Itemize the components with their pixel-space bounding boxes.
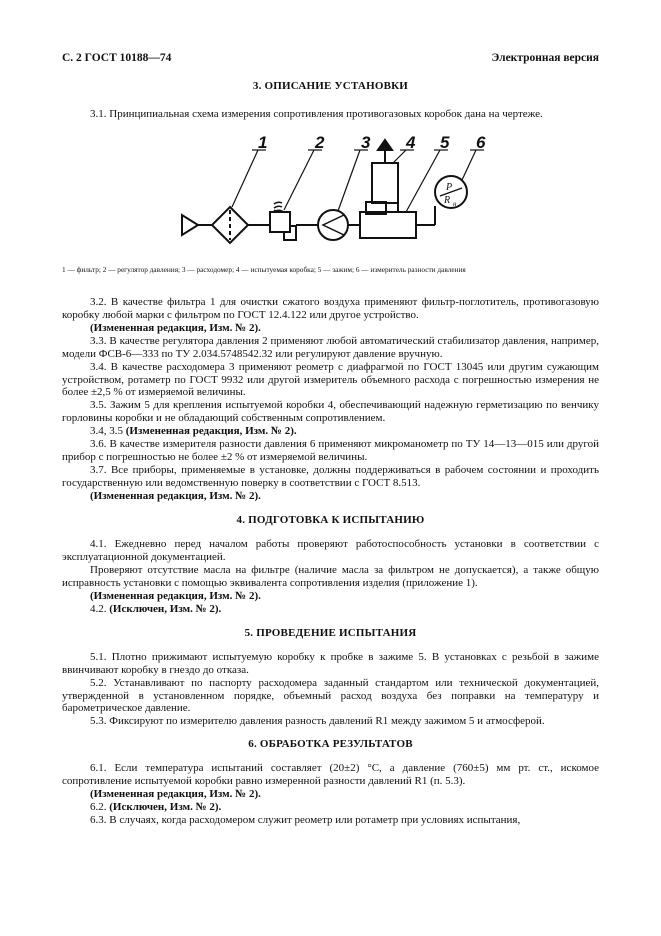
diagram-label-4: 4 (406, 133, 416, 152)
section-3-title: 3. ОПИСАНИЕ УСТАНОВКИ (252, 80, 409, 92)
clamp-symbol (360, 212, 416, 238)
page-header (62, 52, 599, 68)
diagram-label-5: 5 (440, 133, 450, 152)
paragraph-3-2: 3.2. В качестве фильтра 1 для очистки сжатого воздуха применяют фильтр-поглотитель, противогазовую коробку любой марки с фильтром по ГОСТ 12.4.122 или другое устройство. (62, 296, 599, 321)
gauge-text-r: R (444, 195, 451, 206)
paragraph-6-3: 6.3. В случаях, когда расходомером служит реометр или ротаметр при условиях испытания, (90, 814, 521, 826)
measurement-schematic (160, 128, 520, 260)
amendment-note-3-4-3-5 (62, 425, 599, 438)
paragraph-3-5: 3.5. Зажим 5 для крепления испытуемой коробки 4, обеспечивающий надежную герметизацию по венчику горловины коробки и не обладающий собственным сопротивлением. (62, 399, 599, 424)
header-version: Электронная версия (491, 52, 599, 64)
paragraph-5-1: 5.1. Плотно прижимают испытуемую коробку к пробке в зажиме 5. В установках с резьбой в зажиме ввинчивают коробку в гнездо до отказа. (62, 651, 599, 676)
diagram-label-3: 3 (361, 133, 371, 152)
section-5-title: 5. ПРОВЕДЕНИЕ ИСПЫТАНИЯ (244, 627, 417, 639)
paragraph-ref-3-4-3-5: 3.4, 3.5 (90, 425, 123, 437)
pressure-regulator-symbol (270, 212, 290, 232)
paragraph-3-7: 3.7. Все приборы, применяемые в установке, должны поддерживаться в рабочем состоянии и проходить государственную или ведомственную поверку в соответствии с ГОСТ 8.513. (62, 464, 599, 489)
paragraph-6-2-excluded: (Исключен, Изм. № 2). (109, 801, 222, 813)
paragraph-6-2 (62, 801, 599, 814)
inlet-arrow-icon (182, 215, 198, 235)
paragraph-4-1-check: Проверяют отсутствие масла на фильтре (наличие масла за фильтром не допускается), а также общую исправность установки с помощью эквивалента сопротивления изделия (приложение 1). (62, 564, 599, 589)
paragraph-3-3: 3.3. В качестве регулятора давления 2 применяют любой автоматический стабилизатор давления, например, модели ФСВ-6—333 по ТУ 2.034.5748542.32 или регулируют давление вручную. (62, 335, 599, 360)
diagram-label-6: 6 (476, 133, 486, 152)
paragraph-3-4: 3.4. В качестве расходомера 3 применяют реометр с диафрагмой по ГОСТ 13045 или другим сужающим устройством, ротаметр по ГОСТ 9932 или другой измеритель объемного расхода с погрешностью измерения не более ±2,5 % от измеряемой величины. (62, 361, 599, 399)
amendment-note-4-1: (Измененная редакция, Изм. № 2). (90, 590, 261, 602)
amendment-note-3-7: (Измененная редакция, Изм. № 2). (90, 490, 261, 502)
diagram-label-2: 2 (315, 133, 325, 152)
paragraph-3-6: 3.6. В качестве измерителя разности давления 6 применяют микроманометр по ТУ 14—13—015 или другой прибор с погрешностью не более ±2 % от измеряемой величины. (62, 438, 599, 463)
section-4-title: 4. ПОДГОТОВКА К ИСПЫТАНИЮ (236, 514, 425, 526)
paragraph-5-2: 5.2. Устанавливают по паспорту расходомера заданный стандартом или технической документацией, утвержденной в установленном порядке, объемный расход воздуха без поправки на температуру и барометрическое давление. (62, 677, 599, 715)
paragraph-4-2-number: 4.2. (90, 603, 107, 615)
paragraph-4-1: 4.1. Ежедневно перед началом работы проверяют работоспособность установки в соответствии с эксплуатационной документацией. (62, 538, 599, 563)
paragraph-6-1: 6.1. Если температура испытаний составляет (20±2) °С, а давление (760±5) мм рт. ст., искомое сопротивление испытуемой коробки равно измеренной разности давлений R1 (п. 5.3). (62, 762, 599, 787)
paragraph-3-1: 3.1. Принципиальная схема измерения сопротивления противогазовых коробок дана на чертеже. (90, 108, 543, 120)
test-box-symbol (372, 163, 398, 203)
diagram-label-1: 1 (258, 133, 268, 152)
paragraph-4-2 (62, 603, 599, 616)
gauge-text-n: н (453, 200, 457, 208)
header-standard-number: С. 2 ГОСТ 10188—74 (62, 52, 172, 64)
amendment-note-3-2: (Измененная редакция, Изм. № 2). (90, 322, 261, 334)
diagram-legend: 1 — фильтр; 2 — регулятор давления; 3 — расходомер; 4 — испытуемая коробка; 5 — зажим; 6 — измеритель разности давления (62, 265, 466, 274)
paragraph-4-2-excluded: (Исключен, Изм. № 2). (109, 603, 222, 615)
section-6-title: 6. ОБРАБОТКА РЕЗУЛЬТАТОВ (248, 738, 413, 750)
paragraph-5-3: 5.3. Фиксируют по измерителю давления разность давлений R1 между зажимом 5 и атмосферой. (90, 715, 545, 727)
amendment-text-3-4-3-5: (Измененная редакция, Изм. № 2). (125, 425, 297, 437)
paragraph-6-2-number: 6.2. (90, 801, 107, 813)
gauge-text-p: P (446, 182, 453, 193)
amendment-note-6-1: (Измененная редакция, Изм. № 2). (90, 788, 261, 800)
